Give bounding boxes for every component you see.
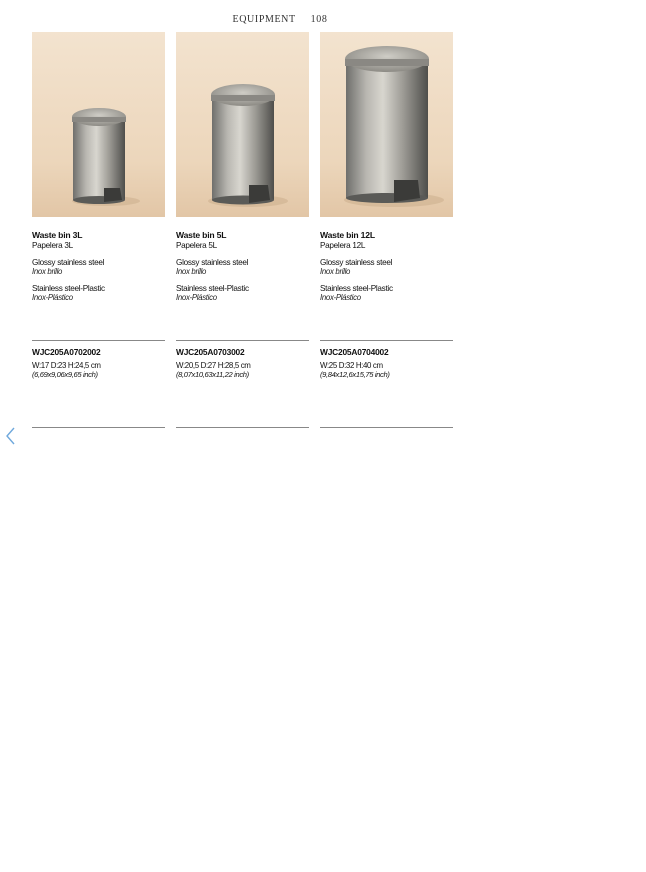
divider <box>32 427 165 428</box>
divider <box>320 340 453 341</box>
product-finish-es: Inox brillo <box>176 267 207 276</box>
product-card-5l <box>176 32 309 379</box>
product-code: WJC205A0702002 <box>32 347 101 357</box>
product-name-es: Papelera 5L <box>176 241 217 250</box>
previous-page-button[interactable] <box>2 424 20 448</box>
product-dimensions-inch: (8,07x10,63x11,22 inch) <box>176 370 249 379</box>
product-card-12l <box>320 32 453 379</box>
divider <box>176 340 309 341</box>
section-title: EQUIPMENT <box>232 14 296 25</box>
product-dimensions-inch: (9,84x12,6x15,75 inch) <box>320 370 390 379</box>
product-material-es: Inox-Plástico <box>32 293 73 302</box>
product-dimensions-cm: W:17 D:23 H:24,5 cm <box>32 361 101 370</box>
divider <box>320 427 453 428</box>
product-material: Stainless steel-Plastic <box>176 284 249 293</box>
divider <box>32 340 165 341</box>
product-material-es: Inox-Plástico <box>176 293 217 302</box>
product-photo-3l <box>32 32 165 217</box>
product-photo-5l <box>176 32 309 217</box>
product-dimensions-inch: (6,69x9,06x9,65 inch) <box>32 370 98 379</box>
product-material: Stainless steel-Plastic <box>32 284 105 293</box>
product-material-es: Inox-Plástico <box>320 293 361 302</box>
product-dimensions-cm: W:25 D:32 H:40 cm <box>320 361 383 370</box>
product-card-3l <box>32 32 165 379</box>
divider <box>176 427 309 428</box>
chevron-left-icon <box>2 424 20 448</box>
page-number: 108 <box>310 14 328 25</box>
product-finish-es: Inox brillo <box>32 267 63 276</box>
product-code: WJC205A0703002 <box>176 347 245 357</box>
product-dimensions-cm: W:20,5 D:27 H:28,5 cm <box>176 361 251 370</box>
product-finish: Glossy stainless steel <box>32 258 105 267</box>
product-finish: Glossy stainless steel <box>176 258 249 267</box>
product-name: Waste bin 3L <box>32 230 83 240</box>
product-finish-es: Inox brillo <box>320 267 351 276</box>
page-header <box>0 14 560 25</box>
product-name: Waste bin 5L <box>176 230 227 240</box>
product-material: Stainless steel-Plastic <box>320 284 393 293</box>
product-name-es: Papelera 12L <box>320 241 366 250</box>
product-photo-12l <box>320 32 453 217</box>
product-name: Waste bin 12L <box>320 230 375 240</box>
product-code: WJC205A0704002 <box>320 347 389 357</box>
product-finish: Glossy stainless steel <box>320 258 393 267</box>
product-name-es: Papelera 3L <box>32 241 73 250</box>
